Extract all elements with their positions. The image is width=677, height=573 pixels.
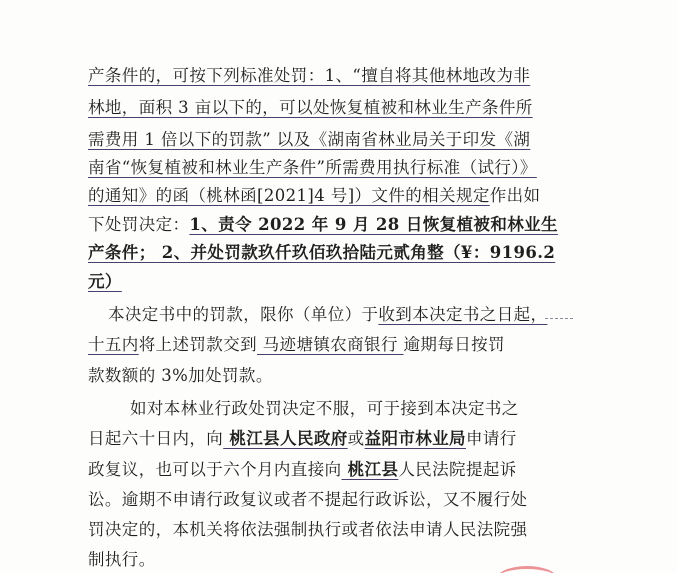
line-6-lead: 下处罚决定： — [88, 215, 190, 234]
line-9-deadline: 收到本决定书之日起， — [378, 305, 548, 324]
line-12-text: 如对本林业行政处罚决定不服，可于接到本决定书之 — [130, 399, 519, 418]
line-4-text: 南省“恢复植被和林业生产条件”所需费用执行标准（试行）》 — [88, 158, 537, 177]
line-5-tail: 作出如 — [489, 186, 541, 205]
line-7-fine: 2、并处罚款玖仟玖佰玖拾陆元贰角整（¥：9196.2 — [155, 243, 556, 262]
line-17-text: 制执行。 — [88, 550, 156, 569]
line-15-text: 讼。逾期不申请行政复议或者不提起行政诉讼，又不履行处 — [88, 490, 528, 509]
line-1-text: 产条件的，可按下列标准处罚：1、“擅自将其他林地改为非 — [88, 66, 531, 85]
line-10-bank: 马迹塘镇农商银行 — [257, 335, 404, 354]
line-13-lead: 日起六十日内，向 — [88, 429, 224, 448]
line-10-days: 十五内 — [88, 335, 139, 354]
line-13-or: 或 — [347, 429, 365, 448]
text-line-6 — [88, 211, 558, 239]
red-seal-edge — [497, 566, 557, 573]
text-line-2 — [88, 94, 533, 122]
line-10-mid: 将上述罚款交到 — [138, 335, 258, 354]
line-14-county: 桃江县 — [341, 460, 399, 479]
text-line-7 — [88, 239, 555, 267]
text-line-9 — [108, 301, 547, 329]
line-16-text: 罚决定的，本机关将依法强制执行或者依法申请人民法院强 — [88, 520, 528, 539]
line-14-tail: 人民法院提起诉 — [398, 460, 517, 479]
text-line-17 — [88, 546, 156, 573]
line-2-text: 林地，面积 3 亩以下的，可以处恢复植被和林业生产条件所 — [88, 98, 533, 117]
text-line-13 — [88, 425, 517, 453]
line-13-tail: 申请行 — [465, 429, 517, 448]
line-7-order-end: 产条件； — [88, 243, 156, 262]
line-10-tail: 逾期每日按罚 — [403, 335, 505, 354]
line-3-text: 需费用 1 倍以下的罚款” 以及《湖南省林业局关于印发《湖 — [88, 130, 531, 149]
line-9-lead: 本决定书中的罚款，限你（单位）于 — [108, 305, 379, 324]
line-13-bureau: 益阳市林业局 — [364, 429, 466, 448]
line-13-gov: 桃江县人民政府 — [223, 429, 348, 448]
text-line-8 — [88, 268, 122, 296]
text-line-15 — [88, 486, 527, 514]
text-line-4 — [88, 154, 537, 182]
text-line-12 — [130, 395, 519, 423]
text-line-11 — [88, 362, 273, 390]
line-6-order: 1、责令 2022 年 9 月 28 日恢复植被和林业生 — [189, 215, 558, 234]
text-line-3 — [88, 126, 530, 154]
line-14-lead: 政复议，也可以于六个月内直接向 — [88, 460, 342, 479]
text-line-5 — [88, 182, 540, 210]
text-line-14 — [88, 456, 517, 484]
line-11-text: 款数额的 3%加处罚款。 — [88, 366, 273, 385]
text-line-16 — [88, 516, 527, 544]
line-5-underlined: 的通知》的函（桃林函[2021]4 号]）文件的相关规定 — [88, 186, 490, 205]
line-9-dash — [545, 318, 573, 319]
text-line-1 — [88, 62, 530, 90]
text-line-10 — [88, 331, 505, 359]
line-8-text: 元） — [88, 272, 122, 291]
